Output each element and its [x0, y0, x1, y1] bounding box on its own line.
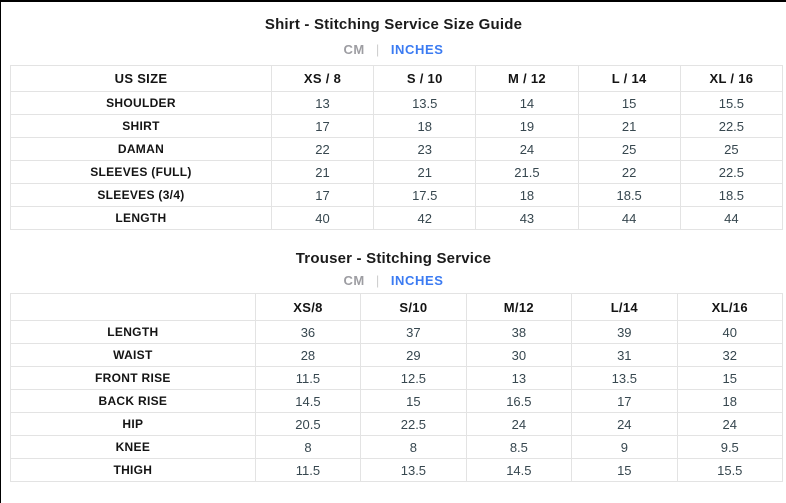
size-value: 25	[578, 138, 680, 161]
size-value: 13.5	[572, 367, 677, 390]
trouser-size-table	[10, 293, 783, 482]
size-value: 30	[466, 344, 571, 367]
size-value: 14	[476, 92, 578, 115]
size-value: 18.5	[680, 184, 782, 207]
size-value: 22.5	[680, 161, 782, 184]
shirt-unit-cm-option[interactable]: CM	[343, 42, 365, 57]
size-value: 19	[476, 115, 578, 138]
row-label: BACK RISE	[11, 390, 256, 413]
size-value: 22.5	[680, 115, 782, 138]
size-value: 8	[255, 436, 360, 459]
shirt-header-row	[11, 66, 783, 92]
size-value: 21	[271, 161, 373, 184]
size-value: 44	[578, 207, 680, 230]
size-value: 38	[466, 321, 571, 344]
size-value: 13.5	[361, 459, 466, 482]
shirt-size-table	[10, 65, 783, 230]
size-value: 24	[476, 138, 578, 161]
table-row-shoulder	[11, 92, 783, 115]
size-value: 17	[271, 115, 373, 138]
table-row-shirt	[11, 115, 783, 138]
row-label: SHIRT	[11, 115, 272, 138]
size-value: 43	[476, 207, 578, 230]
size-value: 8	[361, 436, 466, 459]
size-value: 18.5	[578, 184, 680, 207]
shirt-unit-inches-option[interactable]: INCHES	[390, 42, 444, 57]
trouser-unit-cm-option[interactable]: CM	[343, 273, 365, 288]
size-value: 14.5	[466, 459, 571, 482]
unit-toggle-separator: |	[375, 42, 380, 57]
size-value: 15	[578, 92, 680, 115]
size-value: 18	[476, 184, 578, 207]
size-value: 15.5	[680, 92, 782, 115]
column-header-blank	[11, 294, 256, 321]
size-value: 40	[271, 207, 373, 230]
row-label: DAMAN	[11, 138, 272, 161]
row-label: SLEEVES (3/4)	[11, 184, 272, 207]
table-row-hip	[11, 413, 783, 436]
row-label: THIGH	[11, 459, 256, 482]
size-value: 13	[466, 367, 571, 390]
size-value: 16.5	[466, 390, 571, 413]
column-header-l: L / 14	[578, 66, 680, 92]
trouser-guide-title: Trouser - Stitching Service	[295, 250, 492, 267]
size-value: 8.5	[466, 436, 571, 459]
row-label: KNEE	[11, 436, 256, 459]
table-row-back-rise	[11, 390, 783, 413]
size-value: 9.5	[677, 436, 782, 459]
size-value: 25	[680, 138, 782, 161]
row-label: LENGTH	[11, 207, 272, 230]
size-value: 9	[572, 436, 677, 459]
size-value: 22.5	[361, 413, 466, 436]
size-value: 15.5	[677, 459, 782, 482]
column-header-xs: XS / 8	[271, 66, 373, 92]
size-value: 21	[578, 115, 680, 138]
column-header-s: S/10	[361, 294, 466, 321]
size-value: 32	[677, 344, 782, 367]
column-header-l: L/14	[572, 294, 677, 321]
size-value: 22	[578, 161, 680, 184]
size-value: 36	[255, 321, 360, 344]
column-header-xl: XL / 16	[680, 66, 782, 92]
size-value: 24	[466, 413, 571, 436]
size-value: 20.5	[255, 413, 360, 436]
size-value: 13.5	[374, 92, 476, 115]
size-value: 21.5	[476, 161, 578, 184]
trouser-unit-toggle	[1, 272, 786, 289]
table-row-length	[11, 321, 783, 344]
column-header-m: M/12	[466, 294, 571, 321]
size-value: 44	[680, 207, 782, 230]
shirt-size-guide-section	[1, 2, 786, 230]
unit-toggle-separator: |	[375, 273, 380, 288]
column-header-xl: XL/16	[677, 294, 782, 321]
size-value: 31	[572, 344, 677, 367]
size-value: 15	[361, 390, 466, 413]
size-value: 21	[374, 161, 476, 184]
shirt-unit-toggle	[1, 41, 786, 58]
size-value: 40	[677, 321, 782, 344]
column-header-xs: XS/8	[255, 294, 360, 321]
size-value: 18	[677, 390, 782, 413]
row-label: SHOULDER	[11, 92, 272, 115]
size-value: 29	[361, 344, 466, 367]
size-value: 12.5	[361, 367, 466, 390]
size-value: 37	[361, 321, 466, 344]
size-value: 22	[271, 138, 373, 161]
size-value: 28	[255, 344, 360, 367]
size-value: 17	[572, 390, 677, 413]
row-label: LENGTH	[11, 321, 256, 344]
column-header-s: S / 10	[374, 66, 476, 92]
size-value: 15	[677, 367, 782, 390]
size-value: 42	[374, 207, 476, 230]
size-value: 15	[572, 459, 677, 482]
shirt-guide-title: Shirt - Stitching Service Size Guide	[264, 16, 523, 33]
column-header-m: M / 12	[476, 66, 578, 92]
size-value: 11.5	[255, 367, 360, 390]
table-row-sleeves-34	[11, 184, 783, 207]
size-value: 13	[271, 92, 373, 115]
size-value: 24	[677, 413, 782, 436]
table-row-knee	[11, 436, 783, 459]
size-value: 23	[374, 138, 476, 161]
size-value: 17.5	[374, 184, 476, 207]
trouser-header-row	[11, 294, 783, 321]
table-row-front-rise	[11, 367, 783, 390]
row-label: FRONT RISE	[11, 367, 256, 390]
size-value: 18	[374, 115, 476, 138]
table-row-sleeves-full	[11, 161, 783, 184]
size-value: 14.5	[255, 390, 360, 413]
trouser-size-guide-section	[1, 249, 786, 482]
trouser-unit-inches-option[interactable]: INCHES	[390, 273, 444, 288]
size-value: 39	[572, 321, 677, 344]
table-row-waist	[11, 344, 783, 367]
table-row-thigh	[11, 459, 783, 482]
row-label: SLEEVES (FULL)	[11, 161, 272, 184]
table-row-length	[11, 207, 783, 230]
column-header-us-size: US SIZE	[11, 66, 272, 92]
size-value: 24	[572, 413, 677, 436]
row-label: WAIST	[11, 344, 256, 367]
table-row-daman	[11, 138, 783, 161]
size-value: 11.5	[255, 459, 360, 482]
size-value: 17	[271, 184, 373, 207]
row-label: HIP	[11, 413, 256, 436]
